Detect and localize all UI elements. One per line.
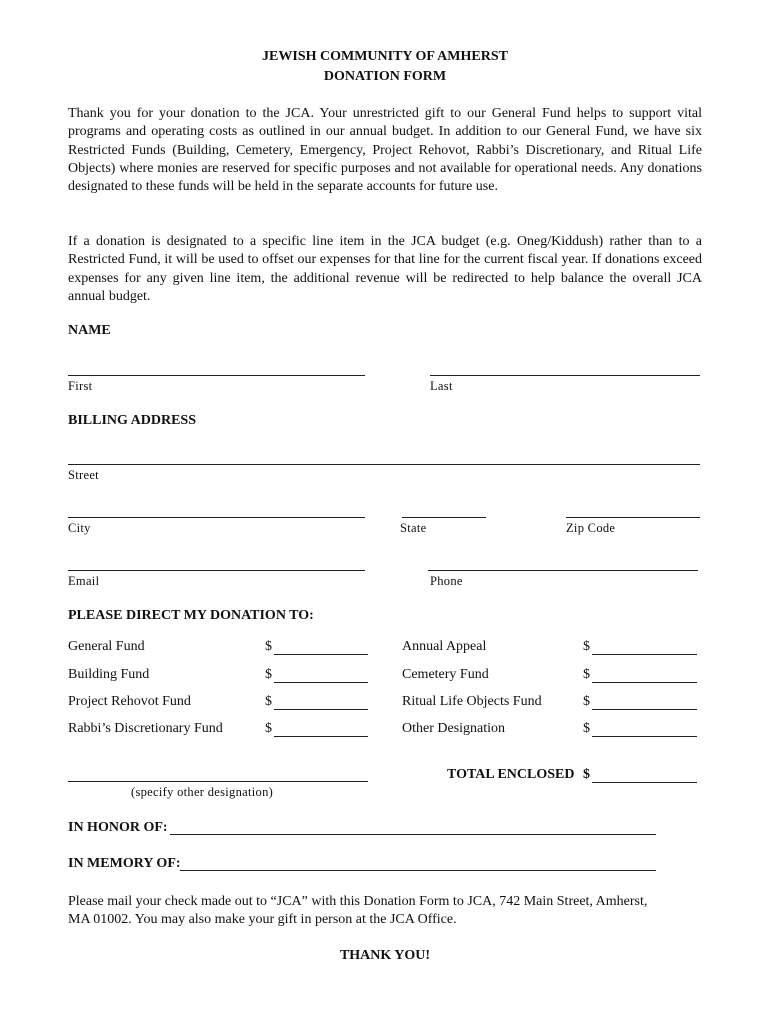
fund-label: Annual Appeal <box>402 639 487 654</box>
intro-paragraph-1: Thank you for your donation to the JCA. Your unrestricted gift to our General Fund helps to support vital programs and operating costs as outlined in our annual budget. In addition to our General Fund, we have six Restricted Funds (Building, Cemetery, Emergency, Project Rehovot, Rabbi’s Discretionary, and Ritual Life Objects) where monies are reserved for specific purposes and not available for operational needs. Any donations designated to these funds will be held in the separate accounts for future use. <box>68 106 702 195</box>
fund-label: Ritual Life Objects Fund <box>402 694 542 709</box>
organization-title: JEWISH COMMUNITY OF AMHERST <box>262 49 508 64</box>
first-name-field[interactable] <box>68 375 365 376</box>
billing-address-heading: BILLING ADDRESS <box>68 413 196 428</box>
phone-field[interactable] <box>428 570 698 571</box>
in-memory-of-label: IN MEMORY OF: <box>68 856 181 871</box>
general-fund-amount-field[interactable] <box>274 654 368 655</box>
in-memory-of-field[interactable] <box>180 870 656 871</box>
street-field[interactable] <box>68 464 700 465</box>
rabbis-discretionary-fund-amount-field[interactable] <box>274 736 368 737</box>
city-field[interactable] <box>68 517 365 518</box>
first-name-label: First <box>68 379 93 393</box>
dollar-sign: $ <box>265 694 272 709</box>
fund-label: Other Designation <box>402 721 506 736</box>
zip-code-field[interactable] <box>566 517 700 518</box>
zip-code-label: Zip Code <box>566 521 616 535</box>
dollar-sign: $ <box>583 667 590 682</box>
specify-other-designation-hint: (specify other designation) <box>131 785 274 799</box>
street-label: Street <box>68 468 99 482</box>
other-designation-amount-field[interactable] <box>592 736 697 737</box>
fund-label: Building Fund <box>68 667 150 682</box>
specify-other-designation-field[interactable] <box>68 781 368 782</box>
fund-label: Cemetery Fund <box>402 667 489 682</box>
dollar-sign: $ <box>265 639 272 654</box>
annual-appeal-amount-field[interactable] <box>592 654 697 655</box>
in-honor-of-field[interactable] <box>170 834 656 835</box>
last-name-label: Last <box>430 379 453 393</box>
dollar-sign: $ <box>583 694 590 709</box>
name-heading: NAME <box>68 323 111 338</box>
donation-heading: PLEASE DIRECT MY DONATION TO: <box>68 608 314 623</box>
form-title: DONATION FORM <box>323 69 447 84</box>
dollar-sign: $ <box>583 721 590 736</box>
dollar-sign: $ <box>265 667 272 682</box>
email-field[interactable] <box>68 570 365 571</box>
state-field[interactable] <box>402 517 486 518</box>
project-rehovot-fund-amount-field[interactable] <box>274 709 368 710</box>
in-honor-of-label: IN HONOR OF: <box>68 820 168 835</box>
fund-label: Rabbi’s Discretionary Fund <box>68 721 223 736</box>
ritual-life-objects-fund-amount-field[interactable] <box>592 709 697 710</box>
cemetery-fund-amount-field[interactable] <box>592 682 697 683</box>
building-fund-amount-field[interactable] <box>274 682 368 683</box>
thank-you-text: THANK YOU! <box>339 948 431 963</box>
mailing-instructions: Please mail your check made out to “JCA” with this Donation Form to JCA, 742 Main Street, Amherst, MA 01002. You may also make your gift in person at the JCA Office. <box>68 894 648 928</box>
last-name-field[interactable] <box>430 375 700 376</box>
state-label: State <box>400 521 427 535</box>
dollar-sign: $ <box>583 767 590 782</box>
total-enclosed-field[interactable] <box>592 782 697 783</box>
email-label: Email <box>68 574 100 588</box>
fund-label: Project Rehovot Fund <box>68 694 191 709</box>
total-enclosed-label: TOTAL ENCLOSED <box>447 767 575 782</box>
city-label: City <box>68 521 91 535</box>
dollar-sign: $ <box>583 639 590 654</box>
dollar-sign: $ <box>265 721 272 736</box>
phone-label: Phone <box>430 574 463 588</box>
fund-label: General Fund <box>68 639 145 654</box>
intro-paragraph-2: If a donation is designated to a specific line item in the JCA budget (e.g. Oneg/Kiddush) rather than to a Restricted Fund, it will be used to offset our expenses for that line for the current fiscal year. If donations exceed expenses for any given line item, the additional revenue will be redirected to help balance the overall JCA annual budget. <box>68 234 702 304</box>
